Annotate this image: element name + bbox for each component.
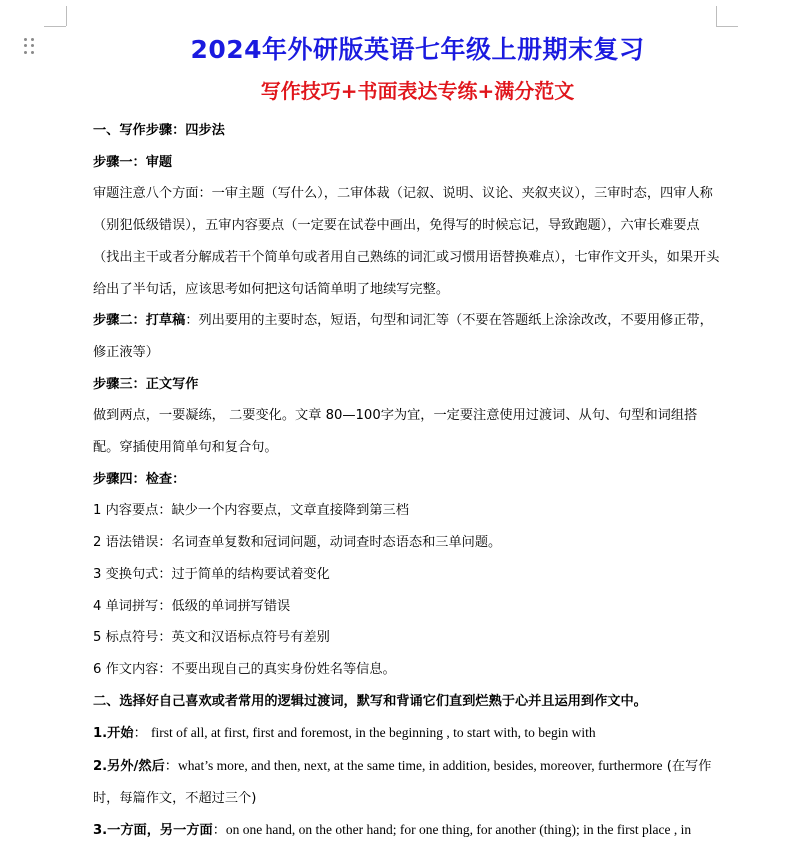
paragraph [93, 305, 723, 368]
page-title: 2024年外研版英语七年级上册期末复习 [190, 35, 645, 64]
step-heading: 步骤四：检查： [93, 471, 186, 487]
colon: ： [133, 726, 147, 742]
step-heading: 步骤三：正文写作 [93, 376, 199, 392]
colon: ： [164, 759, 178, 775]
document-body [93, 115, 723, 847]
paragraph [93, 814, 723, 847]
transition-words: first of all, at first, first and foremost, in the beginning , to start with, to begin with [150, 725, 596, 741]
list-item: 3 变换句式：过于简单的结构要试着变化 [93, 566, 330, 582]
transition-words: on one hand, on the other hand; for one thing, for another (thing); in the first place , in [225, 822, 692, 838]
section-heading: 一、写作步骤：四步法 [93, 123, 225, 138]
list-item: 4 单词拼写：低级的单词拼写错误 [93, 598, 291, 614]
transition-label: 2.另外/然后 [93, 759, 165, 775]
page-corner-mark [66, 6, 67, 26]
note: (在写作时，每篇作文，不超过三个) [93, 759, 712, 806]
page-corner-mark [716, 6, 717, 26]
paragraph [93, 750, 723, 814]
colon: ： [212, 823, 226, 839]
list-item: 1 内容要点：缺少一个内容要点，文章直接降到第三档 [93, 503, 409, 519]
page-corner-mark [44, 26, 66, 27]
paragraph: 做到两点，一要凝练， 二要变化。文章 80—100字为宜，一定要注意使用过渡词、从句、句型和词组搭配。穿插使用简单句和复合句。 [93, 408, 698, 456]
step-body: ：列出要用的主要时态，短语，句型和词汇等（不要在答题纸上涂涂改改，不要用修正带，修正液等） [93, 313, 713, 360]
page-corner-mark [716, 26, 738, 27]
list-item: 2 语法错误：名词查单复数和冠词问题，动词查时态语态和三单问题。 [93, 535, 502, 551]
paragraph: 审题注意八个方面：一审主题（写什么），二审体裁（记叙、说明、议论、夹叙夹议），三审时态，四审人称（别犯低级错误），五审内容要点（一定要在试卷中画出，免得写的时候忘记，导致跑题），六审长难要点（找出主干或者分解成若干个简单句或者用自己熟练的词汇或习惯用语替换难点），七审作文开头，如果开头给出了半句话，应该思考如何把这句话简单明了地续写完整。 [93, 186, 720, 297]
transition-words: what’s more, and then, next, at the same time, in addition, besides, moreover, furthermore [177, 758, 663, 774]
list-item: 5 标点符号：英文和汉语标点符号有差别 [93, 630, 330, 646]
page-subtitle: 写作技巧+书面表达专练+满分范文 [260, 79, 575, 103]
transition-label: 1.开始 [93, 726, 134, 742]
step-heading: 步骤一：审题 [93, 154, 173, 170]
list-item: 6 作文内容：不要出现自己的真实身份姓名等信息。 [93, 661, 396, 677]
section-heading: 二、选择好自己喜欢或者常用的逻辑过渡词，默写和背诵它们直到烂熟于心并且运用到作文中。 [93, 693, 647, 709]
transition-label: 3.一方面，另一方面 [93, 823, 213, 839]
step-label: 步骤二：打草稿 [93, 313, 186, 329]
paragraph [93, 717, 723, 750]
